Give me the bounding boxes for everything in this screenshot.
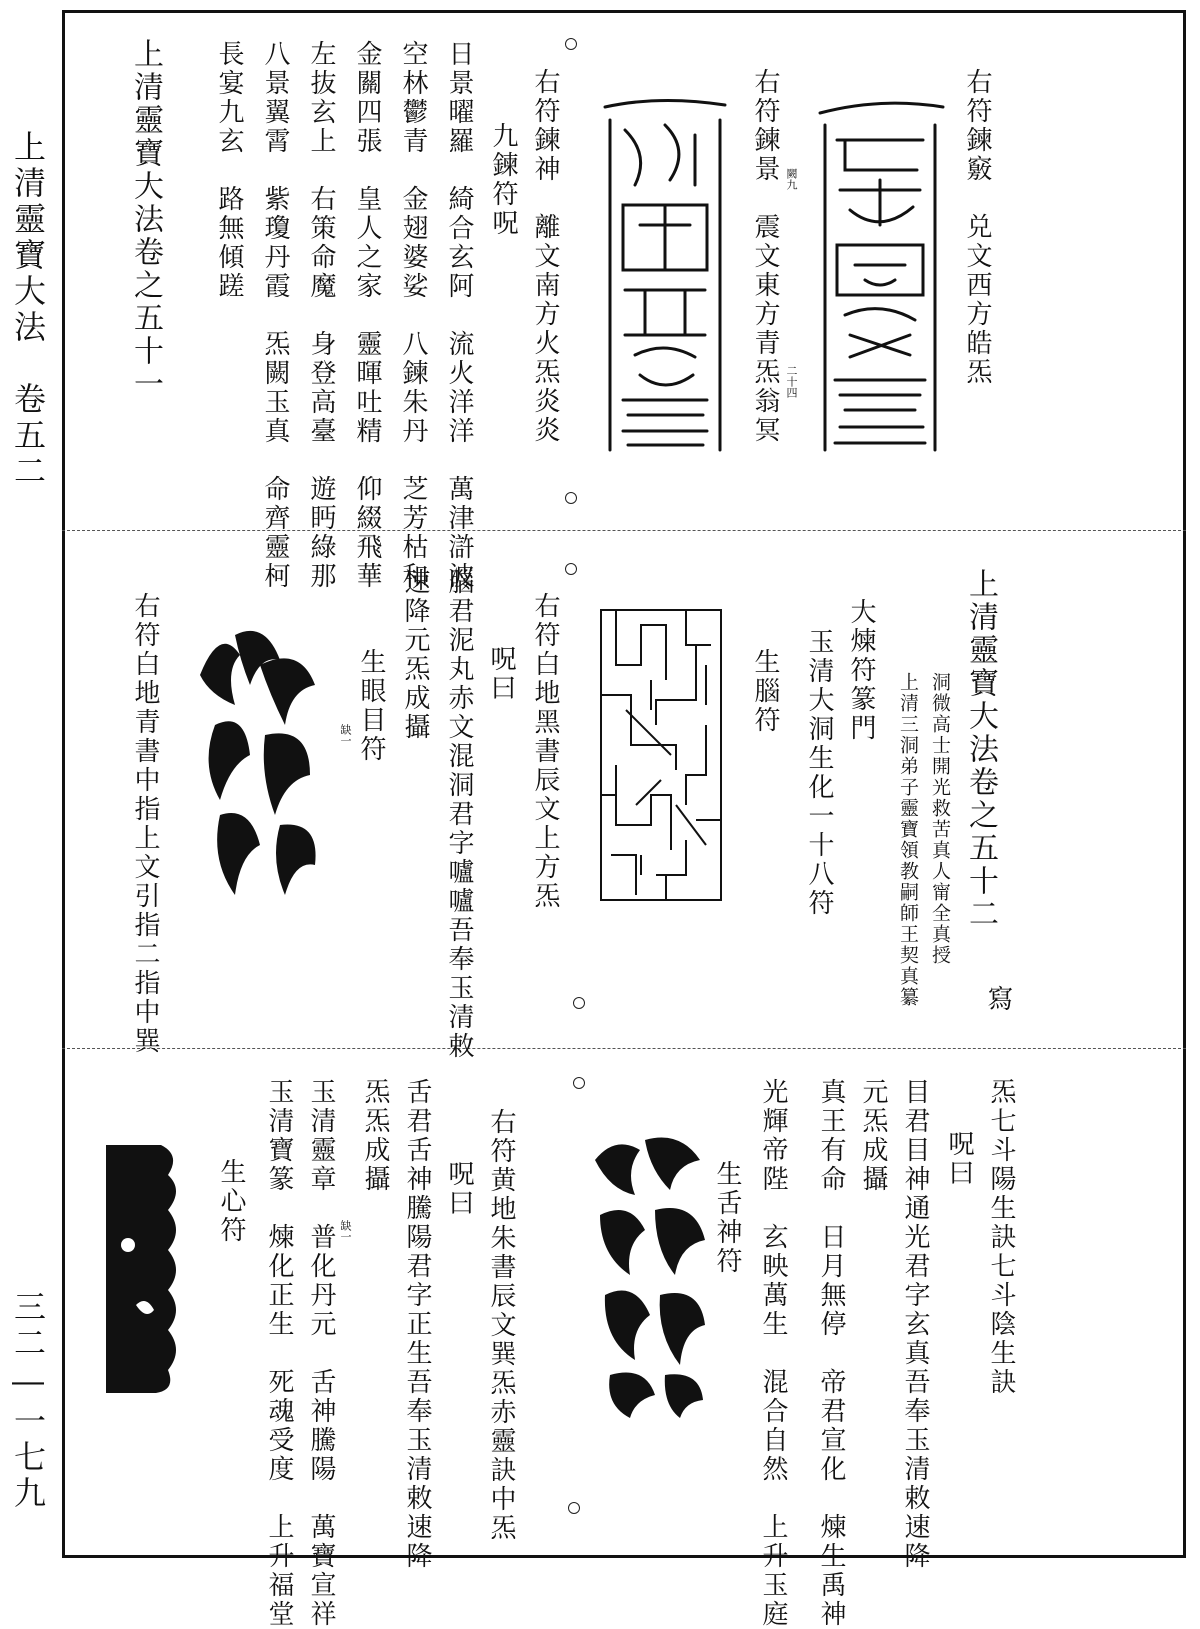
talisman-lianqiao-seal (805, 95, 955, 475)
panel-divider-2 (62, 1048, 1186, 1049)
incantation-line: 元炁成攝 (858, 1078, 888, 1194)
verse-line: 八景翼霄 紫瓊丹霞 炁闕玉真 命齊靈柯 (260, 40, 290, 591)
fu-name-naofu: 生腦符 (750, 648, 780, 735)
incantation-line: 腦君泥丸赤文混洞君字嚧嚧吾奉玉清敕 (444, 568, 474, 1061)
binding-hole (565, 38, 577, 50)
incantation-label: 呪曰 (486, 645, 516, 703)
fu-name-yanmufu: 生眼目符 (356, 648, 386, 764)
verse-line: 金關四張 皇人之家 靈暉吐精 仰綴飛華 (352, 40, 382, 591)
incantation-line: 炁炁成攝 (360, 1078, 390, 1194)
verse-line: 空林鬱青 金翅婆娑 八鍊朱丹 芝芳枯和 (398, 40, 428, 591)
write-mark: 寫 (983, 985, 1013, 1014)
incantation-line: 玉清靈章 普化丹元 舌神騰陽 萬寶宣祥 (306, 1078, 336, 1629)
incantation-line: 炁七斗陽生訣七斗陰生訣 (986, 1078, 1016, 1397)
binding-hole (568, 1502, 580, 1514)
fu-caption-sheshenfu: 右符黄地朱書辰文巽炁赤靈訣中炁 (486, 1108, 516, 1543)
author-line-1: 洞微高士開光救苦真人甯全真授 (929, 672, 951, 966)
chapter-end-title: 上清靈寶大法卷之五十一 (128, 38, 163, 401)
incantation-label: 呪曰 (444, 1160, 474, 1218)
fu-name-xinfu: 生心符 (216, 1158, 246, 1245)
page-number-margin: 三二―一七九 (9, 1290, 47, 1512)
incantation-line: 目君目神通光君字玄真吾奉玉清敕速降 (900, 1078, 930, 1571)
binding-hole (573, 1077, 585, 1089)
missing-note: 缺一 (339, 1220, 352, 1242)
talisman-yanmufu-brush (190, 615, 330, 905)
book-title-margin: 上清靈寶大法 卷五二 (9, 130, 47, 490)
fu-name-sheshenfu: 生舌神符 (712, 1160, 742, 1276)
incantation-line: 速降元炁成攝 (400, 568, 430, 742)
fu-caption-yanmufu: 右符白地青書中指上文引指二指中巽 (130, 592, 160, 1056)
fu-caption-lianshen: 右符鍊神 離文南方火炁炎炎 (530, 68, 560, 445)
talisman-sheshenfu-flames (585, 1130, 715, 1420)
verse-line: 日景曜羅 綺合玄阿 流火洋洋 萬津滸波 (444, 40, 474, 591)
subsection-title: 玉清大洞生化一十八符 (804, 628, 834, 918)
panel-divider-1 (62, 530, 1186, 531)
verse-line: 長宴九玄 路無傾蹉 (214, 40, 244, 301)
fu-caption-lianjing: 右符鍊景 震文東方青炁翁冥 (750, 68, 780, 445)
binding-hole (565, 563, 577, 575)
verse-line: 左抜玄上 右策命魔 身登高臺 遊眄綠那 (306, 40, 336, 591)
incantation-line: 舌君舌神騰陽君字正生吾奉玉清敕速降 (402, 1078, 432, 1571)
fu-caption-naofu: 右符白地黑書辰文上方炁 (530, 592, 560, 911)
incantation-label: 呪曰 (944, 1130, 974, 1188)
incantation-line: 玉清寶篆 煉化正生 死魂受度 上升福堂 (264, 1078, 294, 1629)
talisman-naofu-maze (596, 605, 726, 905)
chapter-title: 上清靈寶大法卷之五十二 (963, 568, 998, 931)
talisman-xinfu-partial (106, 1135, 186, 1395)
caption-note-que: 闕九 (785, 168, 798, 190)
talisman-lianjing-seal (595, 95, 735, 475)
section-title: 大煉符篆門 (846, 598, 876, 743)
incantation-line: 光輝帝陛 玄映萬生 混合自然 上升玉庭 (758, 1078, 788, 1629)
caption-note-number: 二十四 (785, 365, 798, 398)
fu-caption-lianqiao: 右符鍊竅 兑文西方皓炁 (962, 68, 992, 387)
author-line-2: 上清三洞弟子靈寶領教嗣師王契真纂 (897, 672, 919, 1008)
section-subheading: 九鍊符呪 (488, 122, 518, 238)
binding-hole (565, 492, 577, 504)
incantation-line: 真王有命 日月無停 帝君宣化 煉生禹神 (816, 1078, 846, 1629)
binding-hole (573, 997, 585, 1009)
missing-note: 缺一 (339, 724, 352, 746)
